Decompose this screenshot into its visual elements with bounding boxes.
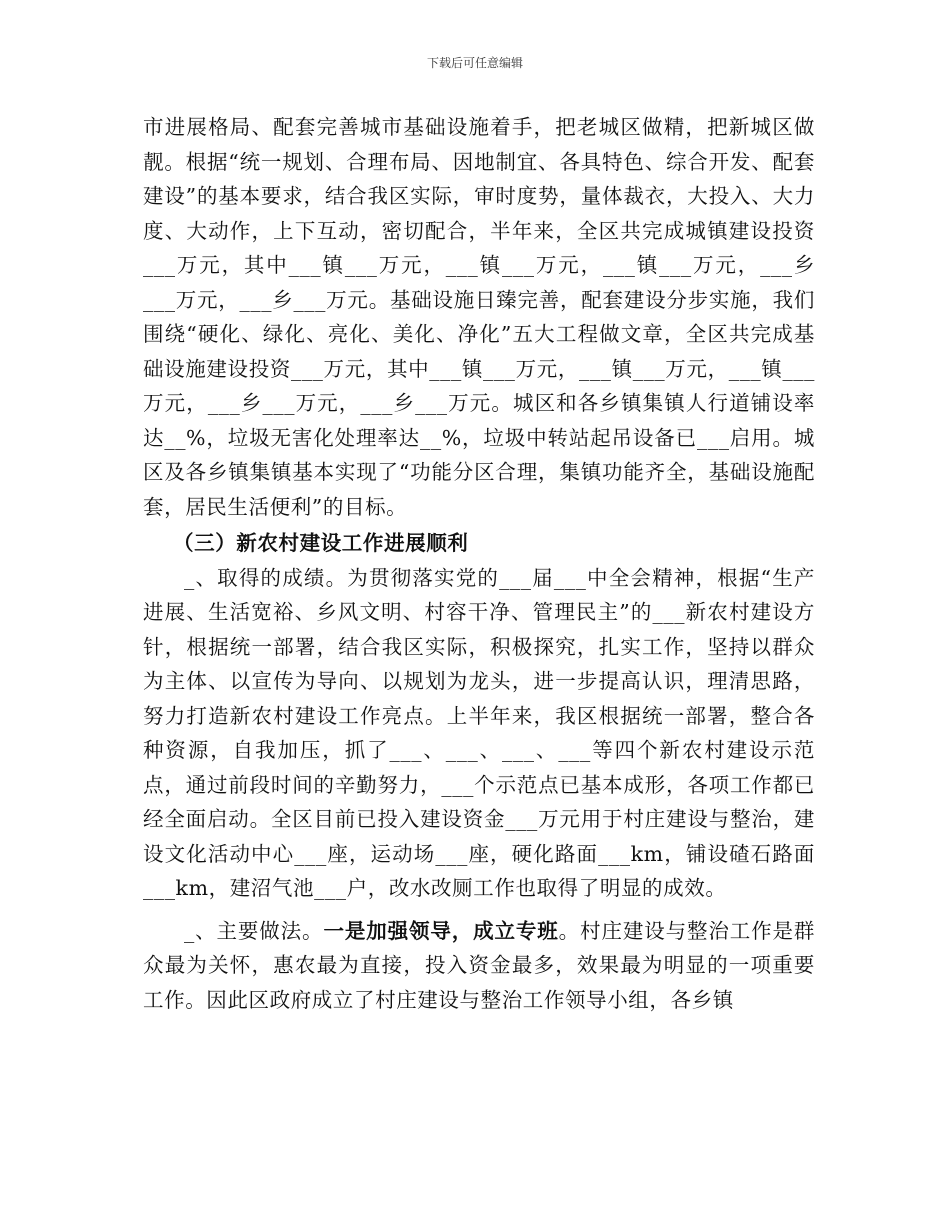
practices-bold-phrase: 一是加强领导，成立专班 — [323, 918, 559, 943]
practices-body-text: 。村庄建设与整治工作是群众最为关怀，惠农最为直接，投入资金最多，效果最为明显的一项重要工作。因此区政府成立了村庄建设与整治工作领导小组，各乡镇 — [143, 918, 815, 1012]
document-body — [143, 110, 815, 1017]
paragraph-achievements: _、取得的成绩。为贯彻落实党的___届___中全会精神，根据“生产进展、生活宽裕、乡风文明、村容干净、管理民主”的___新农村建设方针，根据统一部署，结合我区实际，积极探究，扎实工作，坚持以群众为主体、以宣传为导向、以规划为龙头，进一步提高认识，理清思路，努力打造新农村建设工作亮点。上半年来，我区根据统一部署，整合各种资源，自我加压，抓了___、___、___、___等四个新农村建设示范点，通过前段时间的辛勤努力，___个示范点已基本成形，各项工作都已经全面启动。全区目前已投入建设资金___万元用于村庄建设与整治，建设文化活动中心___座，运动场___座，硬化路面___km，铺设碴石路面___km，建沼气池___户，改水改厕工作也取得了明显的成效。 — [143, 565, 815, 900]
section-heading-new-rural-construction: （三）新农村建设工作进展顺利 — [173, 531, 469, 555]
practices-lead-text: _、主要做法。 — [184, 918, 324, 943]
page-header: 下载后可任意编辑 — [426, 56, 523, 70]
paragraph-main-practices — [143, 914, 815, 1018]
paragraph-urban-construction: 市进展格局、配套完善城市基础设施着手，把老城区做精，把新城区做靓。根据“统一规划、合理布局、因地制宜、各具特色、综合开发、配套建设”的基本要求，结合我区实际，审时度势，量体裁衣，大投入、大力度、大动作，上下互动，密切配合，半年来，全区共完成城镇建设投资___万元，其中___镇___万元，___镇___万元，___镇___万元，___乡___万元，___乡___万元。基础设施日臻完善，配套建设分步实施，我们围绕“硬化、绿化、亮化、美化、净化”五大工程做文章，全区共完成基础设施建设投资___万元，其中___镇___万元，___镇___万元，___镇___万元，___乡___万元，___乡___万元。城区和各乡镇集镇人行道铺设率达__%，垃圾无害化处理率达__%，垃圾中转站起吊设备已___启用。城区及各乡镇集镇基本实现了“功能分区合理，集镇功能齐全，基础设施配套，居民生活便利”的目标。 — [143, 115, 815, 519]
